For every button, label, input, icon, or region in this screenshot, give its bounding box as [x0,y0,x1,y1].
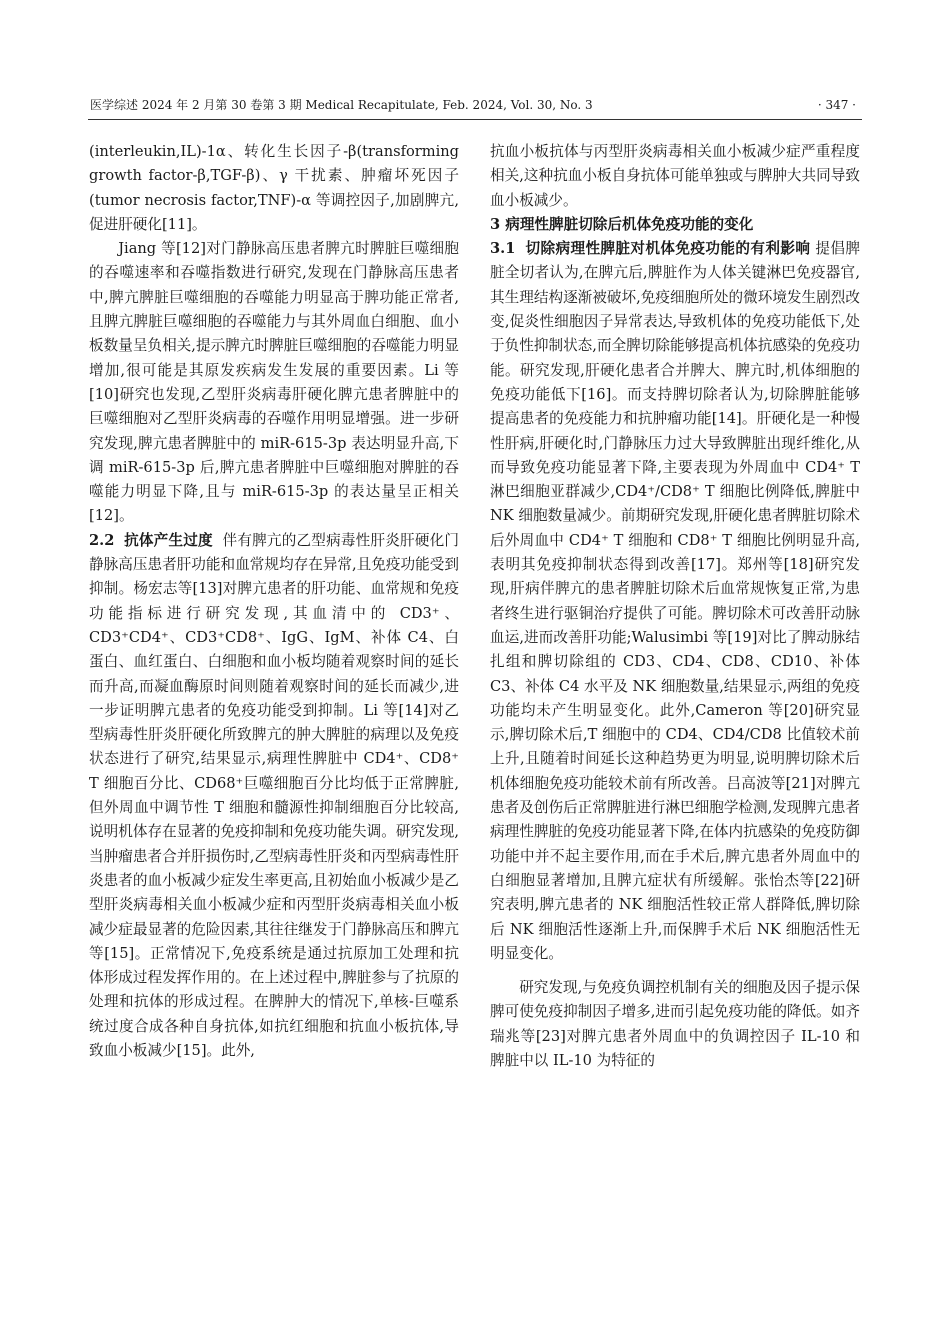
left-column [89,140,459,1063]
section-number: 2.2 [89,531,115,549]
journal-citation: 医学综述 2024 年 2 月第 30 卷第 3 期 Medical Recapitulate, Feb. 2024, Vol. 30, No. 3 [90,98,593,112]
section-title: 抗体产生过度 [124,531,213,549]
right-column [490,140,860,1073]
header-rule [88,119,862,120]
section-title: 切除病理性脾脏对机体免疫功能的有利影响 [525,240,811,258]
section-body: 伴有脾亢的乙型病毒性肝炎肝硬化门静脉高压患者肝功能和血常规均存在异常,且免疫功能受到抑制。杨宏志等[13]对脾亢患者的肝功能、血常规和免疫功能指标进行研究发现,其血清中的 CD3⁺、CD3⁺CD4⁺、CD3⁺CD8⁺、IgG、IgM、补体 C4、白蛋白、血红蛋白、白细胞和血小板均随着观察时间的延长而升高,而凝血酶原时间则随着观察时间的延长而减少,进一步证明脾亢患者的免疫功能受到抑制。Li 等[14]对乙型病毒性肝炎肝硬化所致脾亢的肿大脾脏的病理以及免疫状态进行了研究,结果显示,病理性脾脏中 CD4⁺、CD8⁺ T 细胞百分比、CD68⁺巨噬细胞百分比均低于正常脾脏,但外周血中调节性 T 细胞和髓源性抑制细胞百分比较高,说明机体存在显著的免疫抑制和免疫功能失调。研究发现,当肿瘤患者合并肝损伤时,乙型病毒性肝炎和丙型病毒性肝炎患者的血小板减少症发生率更高,且初始血小板减少是乙型肝炎病毒相关血小板减少症和丙型肝炎病毒相关血小板减少症最显著的危险因素,其往往继发于门静脉高压和脾亢等[15]。正常情况下,免疫系统是通过抗原加工处理和抗体形成过程发挥作用的。在上述过程中,脾脏参与了抗原的处理和抗体的形成过程。在脾肿大的情况下,单核-巨噬系统过度合成各种自身抗体,如抗红细胞和抗血小板抗体,导致血小板减少[15]。此外, [89,531,460,1059]
section-3-1 [490,237,860,966]
paragraph: 抗血小板抗体与丙型肝炎病毒相关血小板减少症严重程度相关,这种抗血小板自身抗体可能单独或与脾肿大共同导致血小板减少。 [490,143,860,209]
section-3-heading: 3 病理性脾脏切除后机体免疫功能的变化 [490,215,754,233]
page-number: · 347 · [817,98,856,112]
paragraph: (interleukin,IL)-1α、转化生长因子-β(transforming growth factor-β,TGF-β)、γ 干扰素、肿瘤坏死因子(tumor necrosis factor,TNF)-α 等调控因子,加剧脾亢,促进肝硬化[11]。 [89,143,459,233]
section-number: 3.1 [490,240,516,258]
section-2-2 [89,529,459,1064]
paragraph: 研究发现,与免疫负调控机制有关的细胞及因子提示保脾可使免疫抑制因子增多,进而引起免疫功能的降低。如齐瑞兆等[23]对脾亢患者外周血中的负调控因子 IL-10 和脾脏中以 IL-10 为特征的 [490,979,860,1069]
paragraph: Jiang 等[12]对门静脉高压患者脾亢时脾脏巨噬细胞的吞噬速率和吞噬指数进行研究,发现在门静脉高压患者中,脾亢脾脏巨噬细胞的吞噬能力明显高于脾功能正常者,且脾亢脾脏巨噬细胞的吞噬能力与其外周血白细胞、血小板数量呈负相关,提示脾亢时脾脏巨噬细胞的吞噬能力明显增加,很可能是其原发疾病发生发展的重要因素。Li 等[10]研究也发现,乙型肝炎病毒肝硬化脾亢患者脾脏中的巨噬细胞对乙型肝炎病毒的吞噬作用明显增强。进一步研究发现,脾亢患者脾脏中的 miR-615-3p 表达明显升高,下调 miR-615-3p 后,脾亢患者脾脏中巨噬细胞对脾脏的吞噬能力明显下降,且与 miR-615-3p 的表达量呈正相关[12]。 [89,240,459,525]
section-body: 提倡脾脏全切者认为,在脾亢后,脾脏作为人体关键淋巴免疫器官,其生理结构逐渐被破坏,免疫细胞所处的微环境发生剧烈改变,促炎性细胞因子异常表达,导致机体的免疫功能低下,处于负性抑制状态,而全脾切除能够提高机体抗感染的免疫功能。研究发现,肝硬化患者合并脾大、脾亢时,机体细胞的免疫功能低下[16]。而支持脾切除者认为,切除脾脏能够提高患者的免疫能力和抗肿瘤功能[14]。肝硬化是一种慢性肝病,肝硬化时,门静脉压力过大导致脾脏出现纤维化,从而导致免疫功能显著下降,主要表现为外周血中 CD4⁺ T 淋巴细胞亚群减少,CD4⁺/CD8⁺ T 细胞比例降低,脾脏中 NK 细胞数量减少。前期研究发现,肝硬化患者脾脏切除术后外周血中 CD4⁺ T 细胞和 CD8⁺ T 细胞比例明显升高,表明其免疫抑制状态得到改善[17]。郑州等[18]研究发现,肝病伴脾亢的患者脾脏切除术后血常规恢复正常,为患者终生进行驱铜治疗提供了可能。脾切除术可改善肝动脉血运,进而改善肝功能;Walusimbi 等[19]对比了脾动脉结扎组和脾切除组的 CD3、CD4、CD8、CD10、补体 C3、补体 C4 水平及 NK 细胞数量,结果显示,两组的免疫功能均未产生明显变化。此外,Cameron 等[20]研究显示,脾切除术后,T 细胞中的 CD4、CD4/CD8 比值较术前上升,且随着时间延长这种趋势更为明显,说明脾切除术后机体细胞免疫功能较术前有所改善。吕高波等[21]对脾亢患者及创伤后正常脾脏进行淋巴细胞学检测,发现脾亢患者病理性脾脏的免疫功能显著下降,在体内抗感染的免疫防御功能中并不起主要作用,而在手术后,脾亢患者外周血中的白细胞显著增加,且脾亢症状有所缓解。张怡杰等[22]研究表明,脾亢患者的 NK 细胞活性较正常人群降低,脾切除后 NK 细胞活性逐渐上升,而保脾手术后 NK 细胞活性无明显变化。 [490,240,860,962]
